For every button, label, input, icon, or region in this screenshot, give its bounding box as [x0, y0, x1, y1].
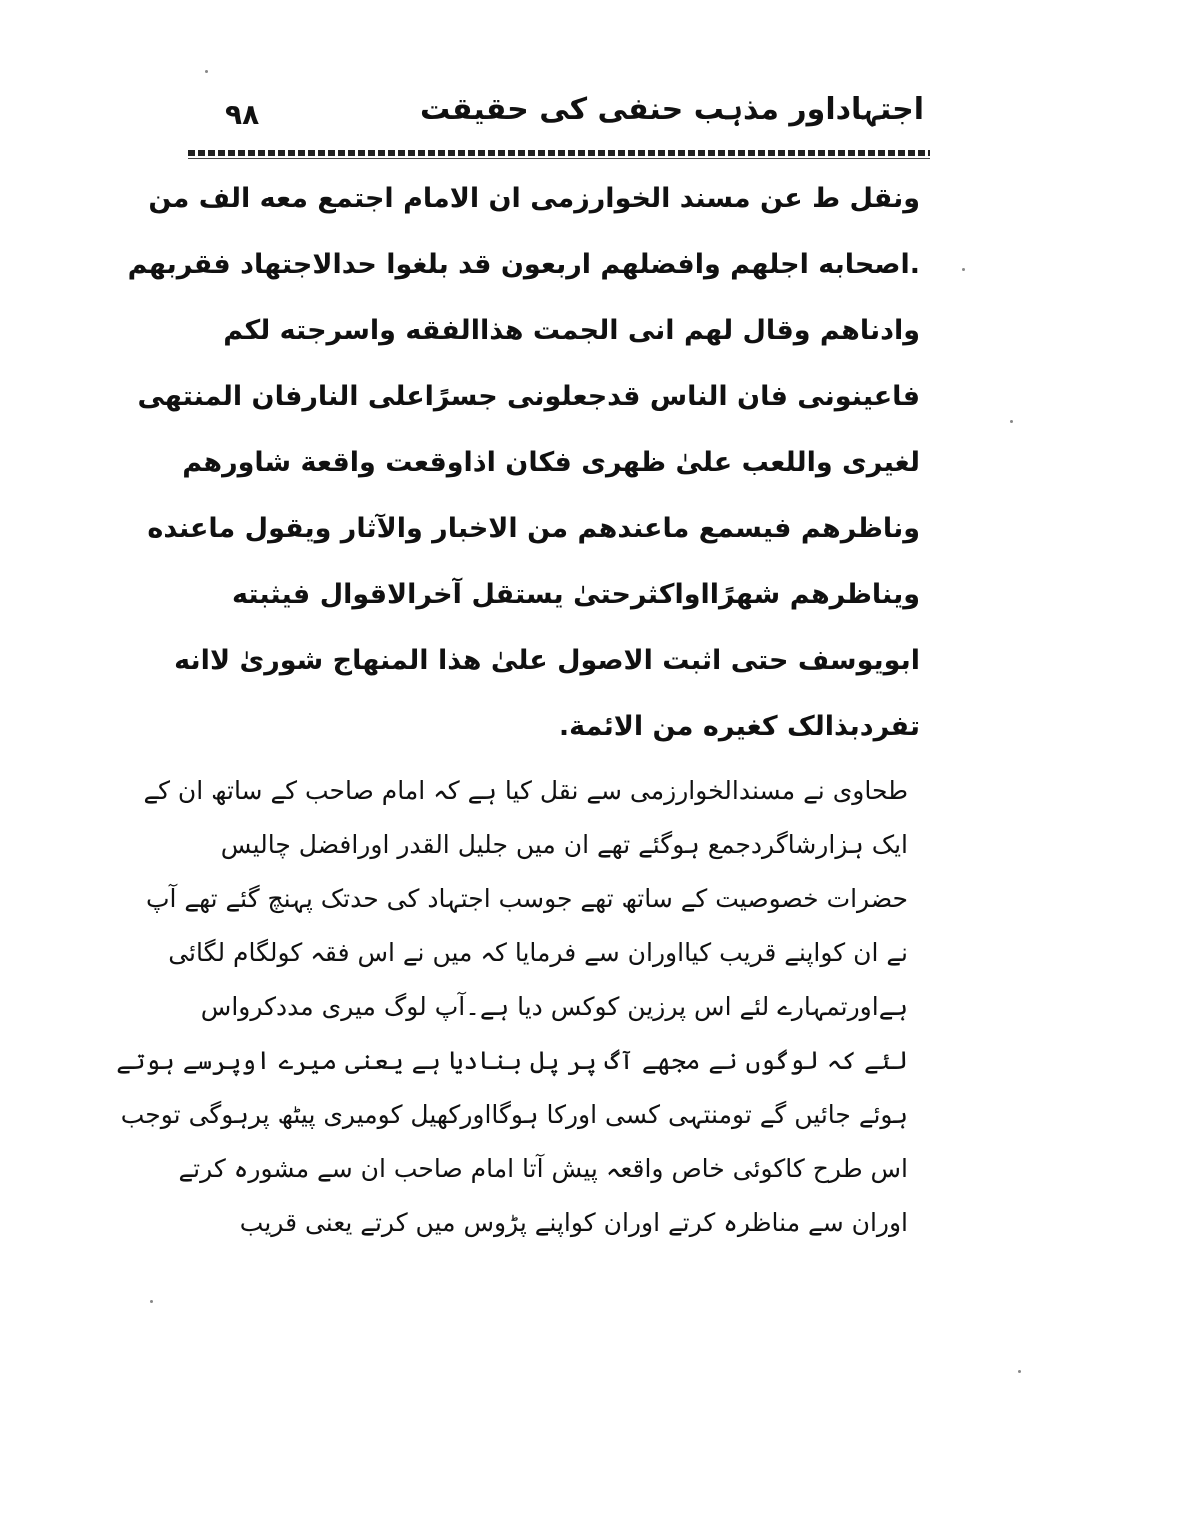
- arabic-line: ابویوسف حتی اثبت الاصول علیٰ هذا المنهاج شوریٰ لاانه: [174, 645, 920, 676]
- urdu-line: نے ان کواپنے قریب کیااوران سے فرمایا کہ میں نے اس فقہ کولگام لگائی: [168, 938, 908, 967]
- arabic-line: .اصحابه اجلهم وافضلهم اربعون قد بلغوا حدالاجتهاد فقربهم: [127, 249, 920, 280]
- urdu-line: اوران سے مناظرہ کرتے اوران کواپنے پڑوس میں کرتے یعنی قریب: [239, 1208, 908, 1237]
- urdu-line: حضرات خصوصیت کے ساتھ تھے جوسب اجتہاد کی حدتک پہنچ گئے تھے آپ: [146, 884, 908, 913]
- scan-speck: [1010, 420, 1013, 423]
- arabic-line: لغیری واللعب علیٰ ظهری فکان اذاوقعت واقعة شاورهم: [182, 447, 920, 478]
- arabic-line: تفردبذالک کغیره من الائمة.: [558, 711, 920, 742]
- urdu-line: اس طرح کاکوئی خاص واقعہ پیش آتا امام صاحب ان سے مشورہ کرتے: [178, 1154, 908, 1183]
- urdu-line: ایک ہزارشاگردجمع ہوگئے تھے ان میں جلیل القدر اورافضل چالیس: [220, 830, 908, 859]
- urdu-line: لئے کہ لوگوں نے مجھے آگ پر پل بنادیا ہے یعنی میرے اوپرسے ہوتے: [116, 1046, 908, 1075]
- arabic-line: وناظرهم فیسمع ماعندهم من الاخبار والآثار ویقول ماعنده: [147, 513, 920, 544]
- scan-speck: [205, 70, 208, 73]
- arabic-line: وادناهم وقال لهم انی الجمت هذاالفقه واسرجته لکم: [223, 315, 920, 346]
- arabic-line: ویناظرهم شهرًااواکثرحتیٰ یستقل آخرالاقوال فیثبته: [232, 579, 920, 610]
- arabic-line: فاعینونی فان الناس قدجعلونی جسرًاعلی النارفان المنتهی: [137, 381, 920, 412]
- urdu-translation: [116, 764, 908, 1250]
- book-title: اجتہاداور مذہب حنفی کی حقیقت: [419, 92, 924, 127]
- urdu-line: طحاوی نے مسندالخوارزمی سے نقل کیا ہے کہ امام صاحب کے ساتھ ان کے: [143, 776, 908, 805]
- urdu-line: ہےاورتمہارے لئے اس پرزین کوکس دیا ہے۔آپ لوگ میری مددکرواس: [200, 992, 908, 1021]
- scan-speck: [150, 1300, 153, 1303]
- scan-speck: [1018, 1370, 1021, 1373]
- page-number: ۹۸: [225, 98, 260, 131]
- urdu-line: ہوئے جائیں گے تومنتہی کسی اورکا ہوگااورکھیل کومیری پیٹھ پرہوگی توجب: [120, 1100, 908, 1129]
- running-header: [185, 92, 930, 144]
- scan-speck: [962, 268, 965, 271]
- header-divider: [188, 150, 930, 156]
- arabic-line: ونقل ط عن مسند الخوارزمی ان الامام اجتمع معه الف من: [148, 183, 920, 214]
- arabic-quotation: [127, 166, 920, 760]
